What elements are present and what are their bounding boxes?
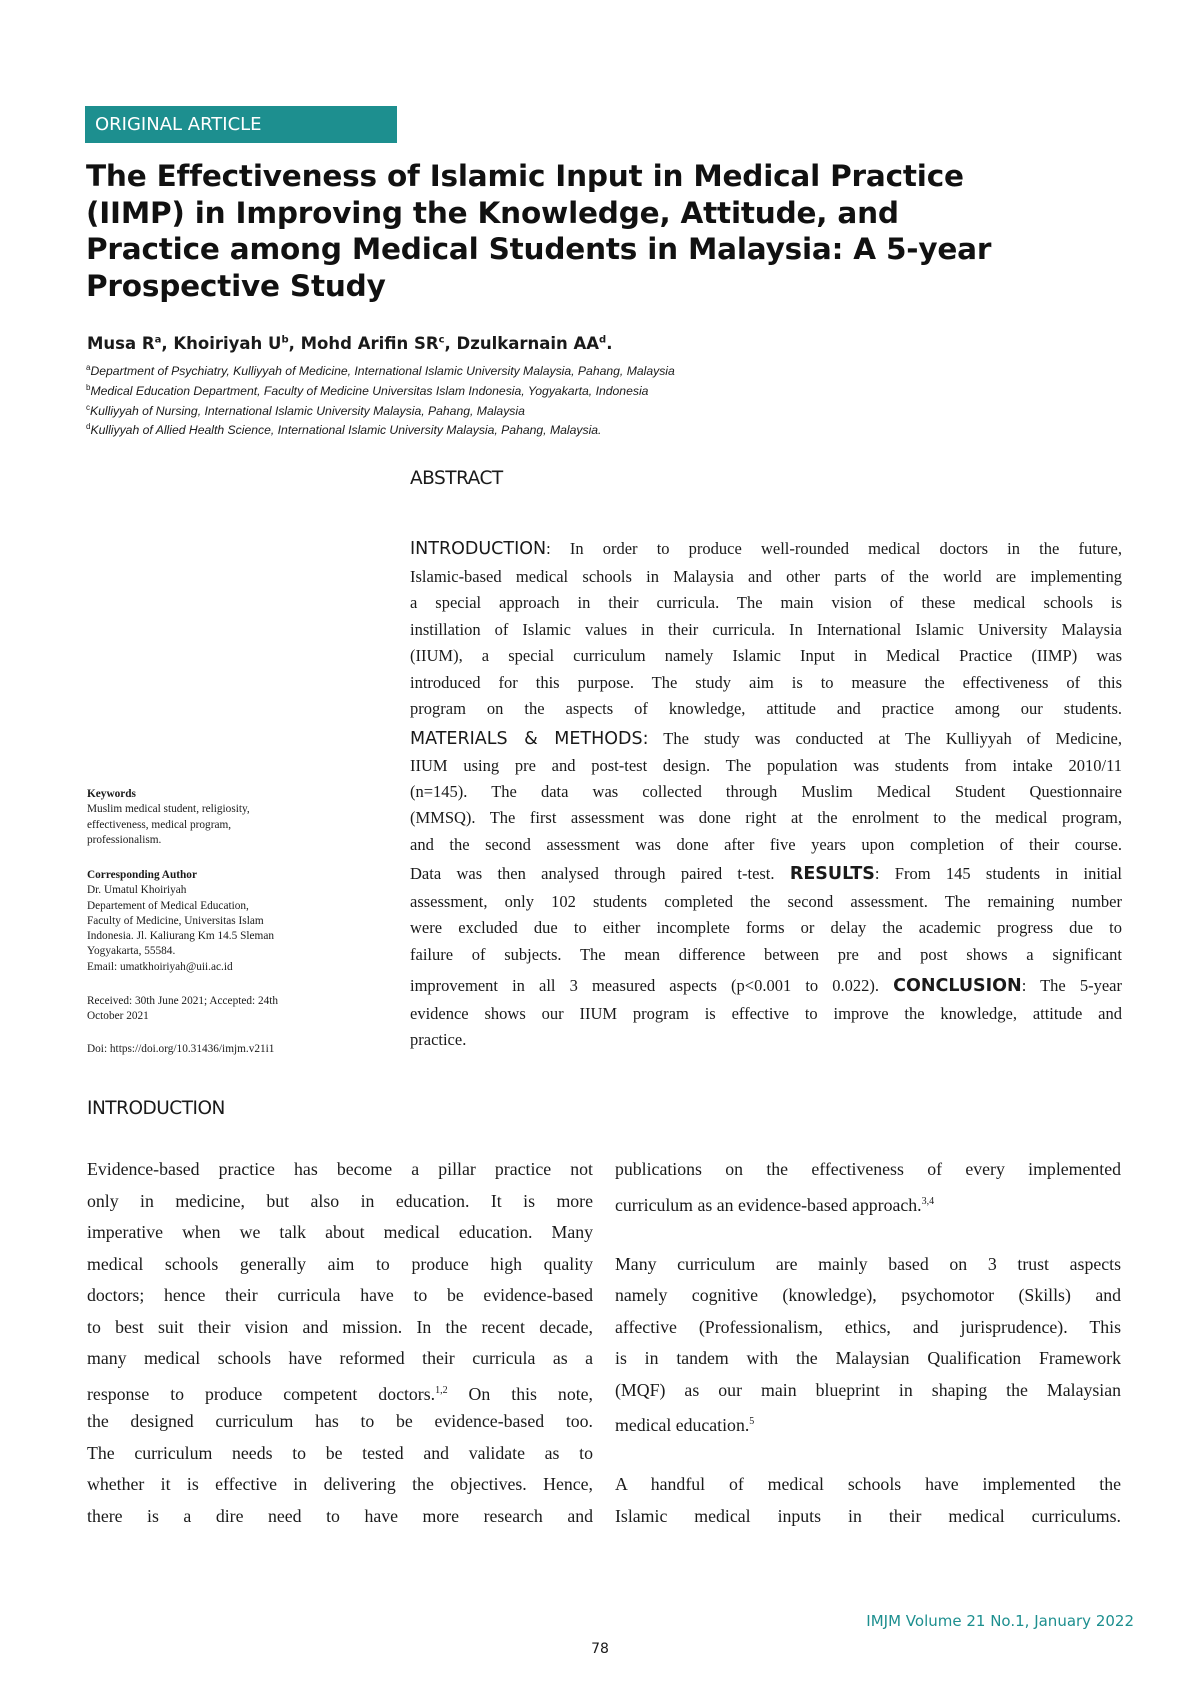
abstract-line <box>410 862 1122 886</box>
body-line: A handful of medical schools have implemented the <box>615 1474 1121 1494</box>
abstract-line: instillation of Islamic values in their curricula. In International Islamic University Malaysia <box>410 620 1122 639</box>
keywords-line: Muslim medical student, religiosity, <box>87 803 250 816</box>
affiliation-text: Department of Psychiatry, Kulliyyah of Medicine, International Islamic University Malaysia, Pahang, Malaysia <box>90 364 675 379</box>
abstract-methods-label: MATERIALS & METHODS: <box>410 729 649 749</box>
author-name: Musa R <box>87 334 155 353</box>
abstract-line: (n=145). The data was collected through Muslim Medical Student Questionnaire <box>410 782 1122 801</box>
abstract-intro-label: INTRODUCTION <box>410 539 547 559</box>
affiliation <box>86 363 675 378</box>
abstract-line: IIUM using pre and post-test design. The population was students from intake 2010/11 <box>410 756 1122 775</box>
author-list <box>87 334 613 353</box>
body-line: medical schools generally aim to produce high quality <box>87 1253 593 1274</box>
abstract-line <box>410 537 1122 561</box>
author-sep: . <box>606 334 613 353</box>
author-sup: b <box>281 334 289 346</box>
abstract-results-label: RESULTS <box>789 864 875 884</box>
body-line: is in tandem with the Malaysian Qualification Framework <box>615 1348 1121 1368</box>
abstract-line: Islamic-based medical schools in Malaysia and other parts of the world are implementing <box>410 567 1122 586</box>
corresponding-line: Indonesia. Jl. Kaliurang Km 14.5 Sleman <box>87 930 274 943</box>
corresponding-line: Faculty of Medicine, Universitas Islam <box>87 914 264 927</box>
body-line: many medical schools have reformed their curricula as a <box>87 1348 593 1368</box>
author-name: Dzulkarnain AA <box>456 334 600 353</box>
corresponding-line: Dr. Umatul Khoiriyah <box>87 884 187 897</box>
author-sep: , <box>288 334 301 353</box>
body-text: On this note, <box>447 1383 593 1404</box>
body-line: (MQF) as our main blueprint in shaping the Malaysian <box>615 1379 1121 1400</box>
affiliation-sup: c <box>86 403 90 412</box>
abstract-line: a special approach in their curricula. The main vision of these medical schools is <box>410 593 1122 612</box>
body-line: Evidence-based practice has become a pillar practice not <box>87 1159 593 1179</box>
body-line: to best suit their vision and mission. In the recent decade, <box>87 1316 593 1337</box>
article-type-badge: ORIGINAL ARTICLE <box>85 106 397 143</box>
doi-link: Doi: https://doi.org/10.31436/imjm.v21i1 <box>87 1043 275 1055</box>
affiliation <box>86 403 525 418</box>
citation-ref: 5 <box>749 1416 755 1427</box>
received-block <box>87 994 278 1025</box>
title-line: Practice among Medical Students in Malaysia: A 5-year <box>86 232 992 266</box>
abstract-text: : In order to produce well-rounded medical doctors in the future, <box>546 539 1122 558</box>
keywords-line: professionalism. <box>87 833 162 846</box>
abstract-text: Data was then analysed through paired t-test. <box>410 864 790 883</box>
corresponding-line: Departement of Medical Education, <box>87 899 249 912</box>
title-line: The Effectiveness of Islamic Input in Medical Practice <box>86 159 964 193</box>
abstract-line <box>410 727 1122 751</box>
abstract-text: improvement in all 3 measured aspects (p<0.001 to 0.022). <box>410 976 894 995</box>
body-line: Islamic medical inputs in their medical curriculums. <box>615 1505 1121 1526</box>
body-text: response to produce competent doctors. <box>87 1383 436 1404</box>
body-text: curriculum as an evidence-based approach. <box>615 1194 922 1215</box>
body-line: imperative when we talk about medical education. Many <box>87 1222 593 1242</box>
affiliation-sup: b <box>86 383 91 392</box>
body-line: the designed curriculum has to be evidence-based too. <box>87 1411 593 1431</box>
affiliation-sup: d <box>86 422 91 431</box>
author-name: Mohd Arifin SR <box>300 334 439 353</box>
keywords-block <box>87 787 250 848</box>
author-sup: a <box>154 334 162 346</box>
abstract-line: introduced for this purpose. The study aim is to measure the effectiveness of this <box>410 673 1122 692</box>
abstract-conclusion-label: CONCLUSION <box>893 976 1022 996</box>
affiliation-text: Medical Education Department, Faculty of Medicine Universitas Islam Indonesia, Yogyakarta, Indonesia <box>90 384 649 399</box>
corresponding-author-block <box>87 868 274 975</box>
body-line <box>87 1375 593 1407</box>
body-line: namely cognitive (knowledge), psychomotor (Skills) and <box>615 1285 1121 1305</box>
affiliation-text: Kulliyyah of Nursing, International Islamic University Malaysia, Pahang, Malaysia <box>90 404 525 419</box>
abstract-line: assessment, only 102 students completed the second assessment. The remaining number <box>410 892 1122 911</box>
keywords-label: Keywords <box>87 788 136 800</box>
citation-ref: 3,4 <box>921 1195 935 1207</box>
title-line: Prospective Study <box>86 268 386 303</box>
body-line: there is a dire need to have more research and <box>87 1505 593 1526</box>
body-line: doctors; hence their curricula have to be evidence-based <box>87 1285 593 1305</box>
corresponding-label: Corresponding Author <box>87 869 197 881</box>
body-text: medical education. <box>615 1414 750 1435</box>
abstract-text: : The 5-year <box>1021 976 1122 995</box>
article-title <box>86 158 1106 304</box>
abstract-heading: ABSTRACT <box>410 468 503 489</box>
body-line: The curriculum needs to be tested and validate as to <box>87 1442 593 1463</box>
abstract-line: and the second assessment was done after five years upon completion of their course. <box>410 835 1122 854</box>
body-line: whether it is effective in delivering the objectives. Hence, <box>87 1474 593 1494</box>
abstract-text: The study was conducted at The Kulliyyah of Medicine, <box>648 729 1122 748</box>
abstract-line: failure of subjects. The mean difference between pre and post shows a significant <box>410 945 1122 964</box>
corresponding-line: Yogyakarta, 55584. <box>87 945 176 958</box>
abstract-line <box>410 974 1122 998</box>
author-name: Khoiriyah U <box>173 334 282 353</box>
title-line: (IIMP) in Improving the Knowledge, Attitude, and <box>86 195 899 230</box>
body-line <box>615 1406 1121 1438</box>
affiliation <box>86 383 648 398</box>
affiliation-sup: a <box>86 363 91 372</box>
corresponding-email: Email: umatkhoiriyah@uii.ac.id <box>87 960 233 973</box>
body-line: affective (Professionalism, ethics, and jurisprudence). This <box>615 1316 1121 1337</box>
received-line: October 2021 <box>87 1010 149 1023</box>
abstract-text: : From 145 students in initial <box>874 864 1122 883</box>
body-line: only in medicine, but also in education. It is more <box>87 1190 593 1211</box>
body-line: publications on the effectiveness of every implemented <box>615 1159 1121 1179</box>
body-line: Many curriculum are mainly based on 3 trust aspects <box>615 1253 1121 1274</box>
author-sup: d <box>599 334 607 346</box>
abstract-line: (MMSQ). The first assessment was done right at the enrolment to the medical program, <box>410 808 1122 827</box>
affiliation <box>86 422 601 437</box>
page-number: 78 <box>591 1641 609 1657</box>
body-line <box>615 1186 1121 1218</box>
abstract-line: program on the aspects of knowledge, attitude and practice among our students. <box>410 699 1122 718</box>
citation-ref: 1,2 <box>435 1384 448 1396</box>
abstract-line: evidence shows our IIUM program is effective to improve the knowledge, attitude and <box>410 1004 1122 1023</box>
author-sup: c <box>438 334 445 346</box>
abstract-line: were excluded due to either incomplete forms or delay the academic progress due to <box>410 918 1122 937</box>
received-line: Received: 30th June 2021; Accepted: 24th <box>87 995 279 1007</box>
author-sep: , <box>444 334 457 353</box>
introduction-heading: INTRODUCTION <box>87 1098 225 1119</box>
abstract-line: (IIUM), a special curriculum namely Islamic Input in Medical Practice (IIMP) was <box>410 646 1122 665</box>
keywords-line: effectiveness, medical program, <box>87 818 232 831</box>
abstract-line: practice. <box>410 1030 467 1049</box>
journal-footer: IMJM Volume 21 No.1, January 2022 <box>866 1612 1134 1630</box>
author-sep: , <box>161 334 174 353</box>
affiliation-text: Kulliyyah of Allied Health Science, International Islamic University Malaysia, Pahang, Malaysia. <box>90 423 602 438</box>
